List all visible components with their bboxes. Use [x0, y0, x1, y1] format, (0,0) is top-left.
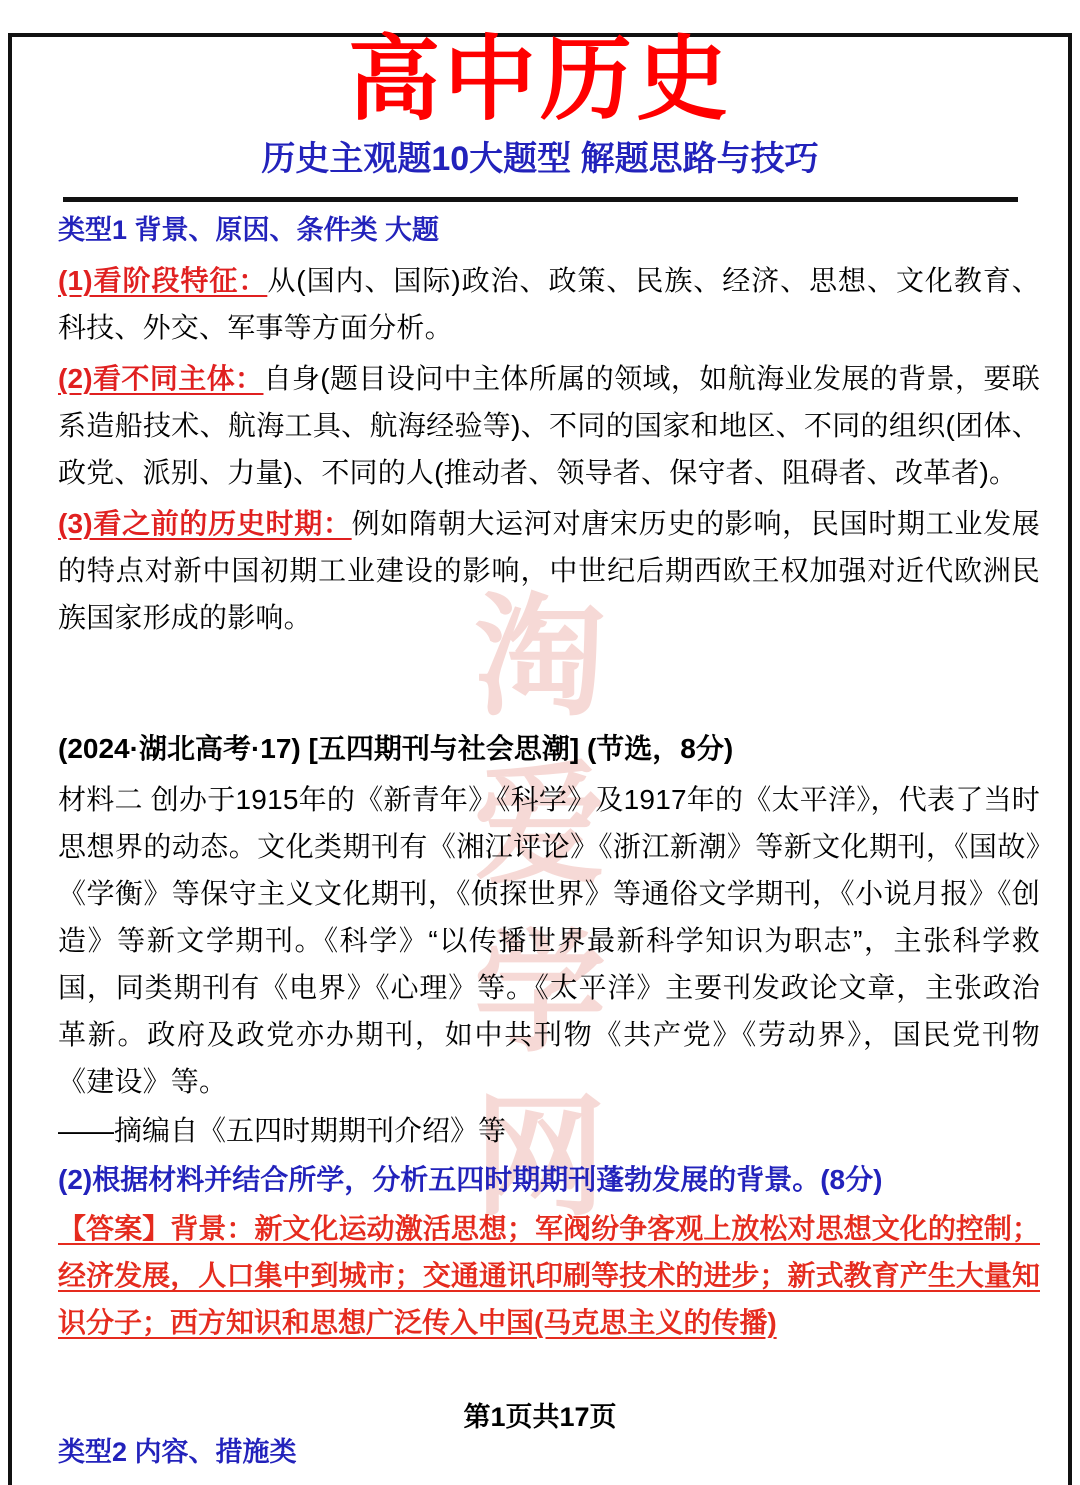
tip-item-2 — [58, 351, 1040, 496]
body-text-region — [0, 202, 1080, 1475]
section-heading-type2: 类型2 内容、措施类 — [58, 1437, 297, 1467]
tip-item-1-label: (1)看阶段特征： — [58, 265, 268, 296]
watermark-char: 爱 — [474, 748, 606, 903]
page-subtitle: 历史主观题10大题型 解题思路与技巧 — [261, 140, 819, 178]
tip-item-3-text: 例如隋朝大运河对唐宋历史的影响，民国时期工业发展的特点对新中国初期工业建设的影响，中世纪后期西欧王权加强对近代欧洲民族国家形成的影响。 — [58, 508, 1041, 633]
tip-item-1 — [58, 253, 1040, 351]
section-heading-type1: 类型1 背景、原因、条件类 大题 — [58, 215, 440, 245]
watermark-char: 学 — [474, 916, 606, 1071]
tip-item-2-label: (2)看不同主体： — [58, 363, 264, 394]
exam-material-text: 材料二 创办于1915年的《新青年》《科学》及1917年的《太平洋》，代表了当时思想界的动态。文化类期刊有《湘江评论》《浙江新潮》等新文化期刊，《国故》《学衡》等保守主义文化期刊，《侦探世界》等通俗文学期刊，《小说月报》《创造》等新文学期刊。《科学》“以传播世界最新科学知识为职志”，主张科学救国，同类期刊有《电界》《心理》等。《太平洋》主要刊发政论文章，主张政治革新。政府及政党亦办期刊，如中共刊物《共产党》《劳动界》，国民党刊物《建设》等。 — [58, 784, 1040, 1097]
tip-item-1-text: 从(国内、国际)政治、政策、民族、经济、思想、文化教育、科技、外交、军事等方面分析。 — [58, 265, 1040, 343]
exam-source-attribution: ——摘编自《五四时期期刊介绍》等 — [58, 1115, 507, 1146]
section-gap — [58, 641, 1040, 719]
watermark-char: 网 — [474, 1080, 606, 1235]
tip-item-2-text: 自身(题目设问中主体所属的领域，如航海业发展的背景，要联系造船技术、航海工具、航海经验等)、不同的国家和地区、不同的组织(团体、政党、派别、力量)、不同的人(推动者、领导者、保守者、阻碍者、改革者)。 — [58, 363, 1040, 488]
tip-item-3 — [58, 496, 1040, 641]
page-title: 高中历史 — [347, 26, 732, 133]
page-footer: 第1页共17页 — [463, 1402, 617, 1432]
tip-item-3-label: (3)看之前的历史时期： — [58, 508, 352, 539]
exam-question-heading: (2024·湖北高考·17) [五四期刊与社会思潮] (节选，8分) — [58, 733, 734, 764]
exam-answer: 【答案】背景：新文化运动激活思想；军阀纷争客观上放松对思想文化的控制；经济发展，人口集中到城市；交通通讯印刷等技术的进步；新式教育产生大量知识分子；西方知识和思想广泛传入中国(马克思主义的传播) — [58, 1213, 1040, 1338]
exam-sub-question: (2)根据材料并结合所学，分析五四时期期刊蓬勃发展的背景。(8分) — [58, 1164, 883, 1195]
watermark-char: 淘 — [474, 580, 606, 735]
